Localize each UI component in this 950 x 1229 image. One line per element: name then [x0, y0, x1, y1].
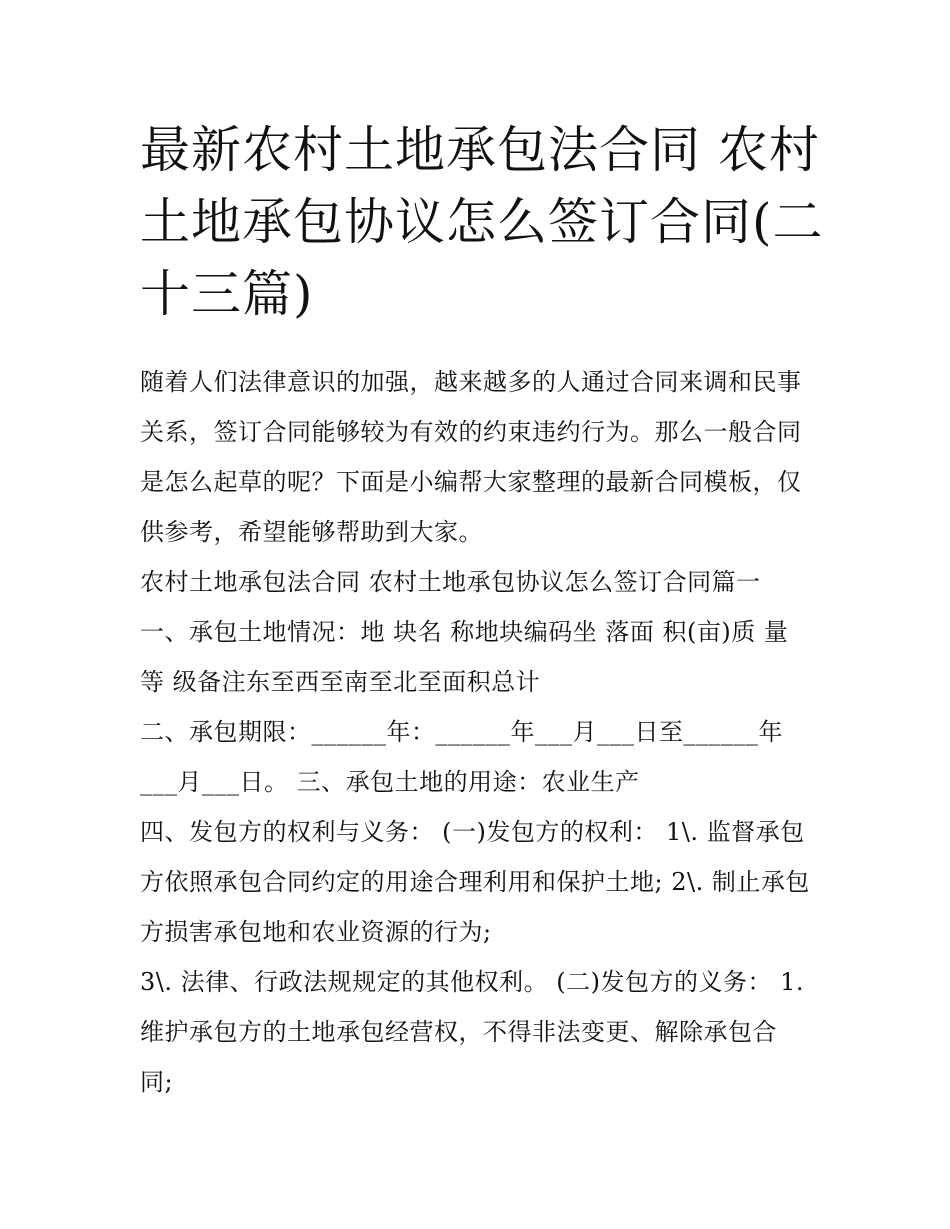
- clause-land-situation: 一、承包土地情况：地 块名 称地块编码坐 落面 积(亩)质 量 等 级备注东至西至南至北至面积总计: [140, 618, 789, 696]
- section-heading: 农村土地承包法合同 农村土地承包协议怎么签订合同篇一: [140, 568, 761, 596]
- intro-paragraph: 随着人们法律意识的加强，越来越多的人通过合同来调和民事 关系，签订合同能够较为有效的约束违约行为。那么一般合同 是怎么起草的呢？下面是小编帮大家整理的最新合同模板，仅 供参考，希望能够帮助到大家。: [140, 368, 802, 546]
- document-title: 最新农村土地承包法合同 农村 土地承包协议怎么签订合同(二 十三篇): [140, 121, 824, 323]
- clause-employer-obligations: 3\. 法律、行政法规规定的其他权利。 (二)发包方的义务： 1. 维护承包方的土地承包经营权，不得非法变更、解除承包合 同;: [140, 968, 804, 1096]
- clause-term-and-use: 二、承包期限：______年：______年___月___日至______年 ___月___日。 三、承包土地的用途：农业生产: [140, 718, 783, 796]
- clause-employer-rights: 四、发包方的权利与义务： (一)发包方的权利： 1\. 监督承包 方依照承包合同约定的用途合理利用和保护土地; 2\. 制止承包 方损害承包地和农业资源的行为;: [140, 818, 810, 946]
